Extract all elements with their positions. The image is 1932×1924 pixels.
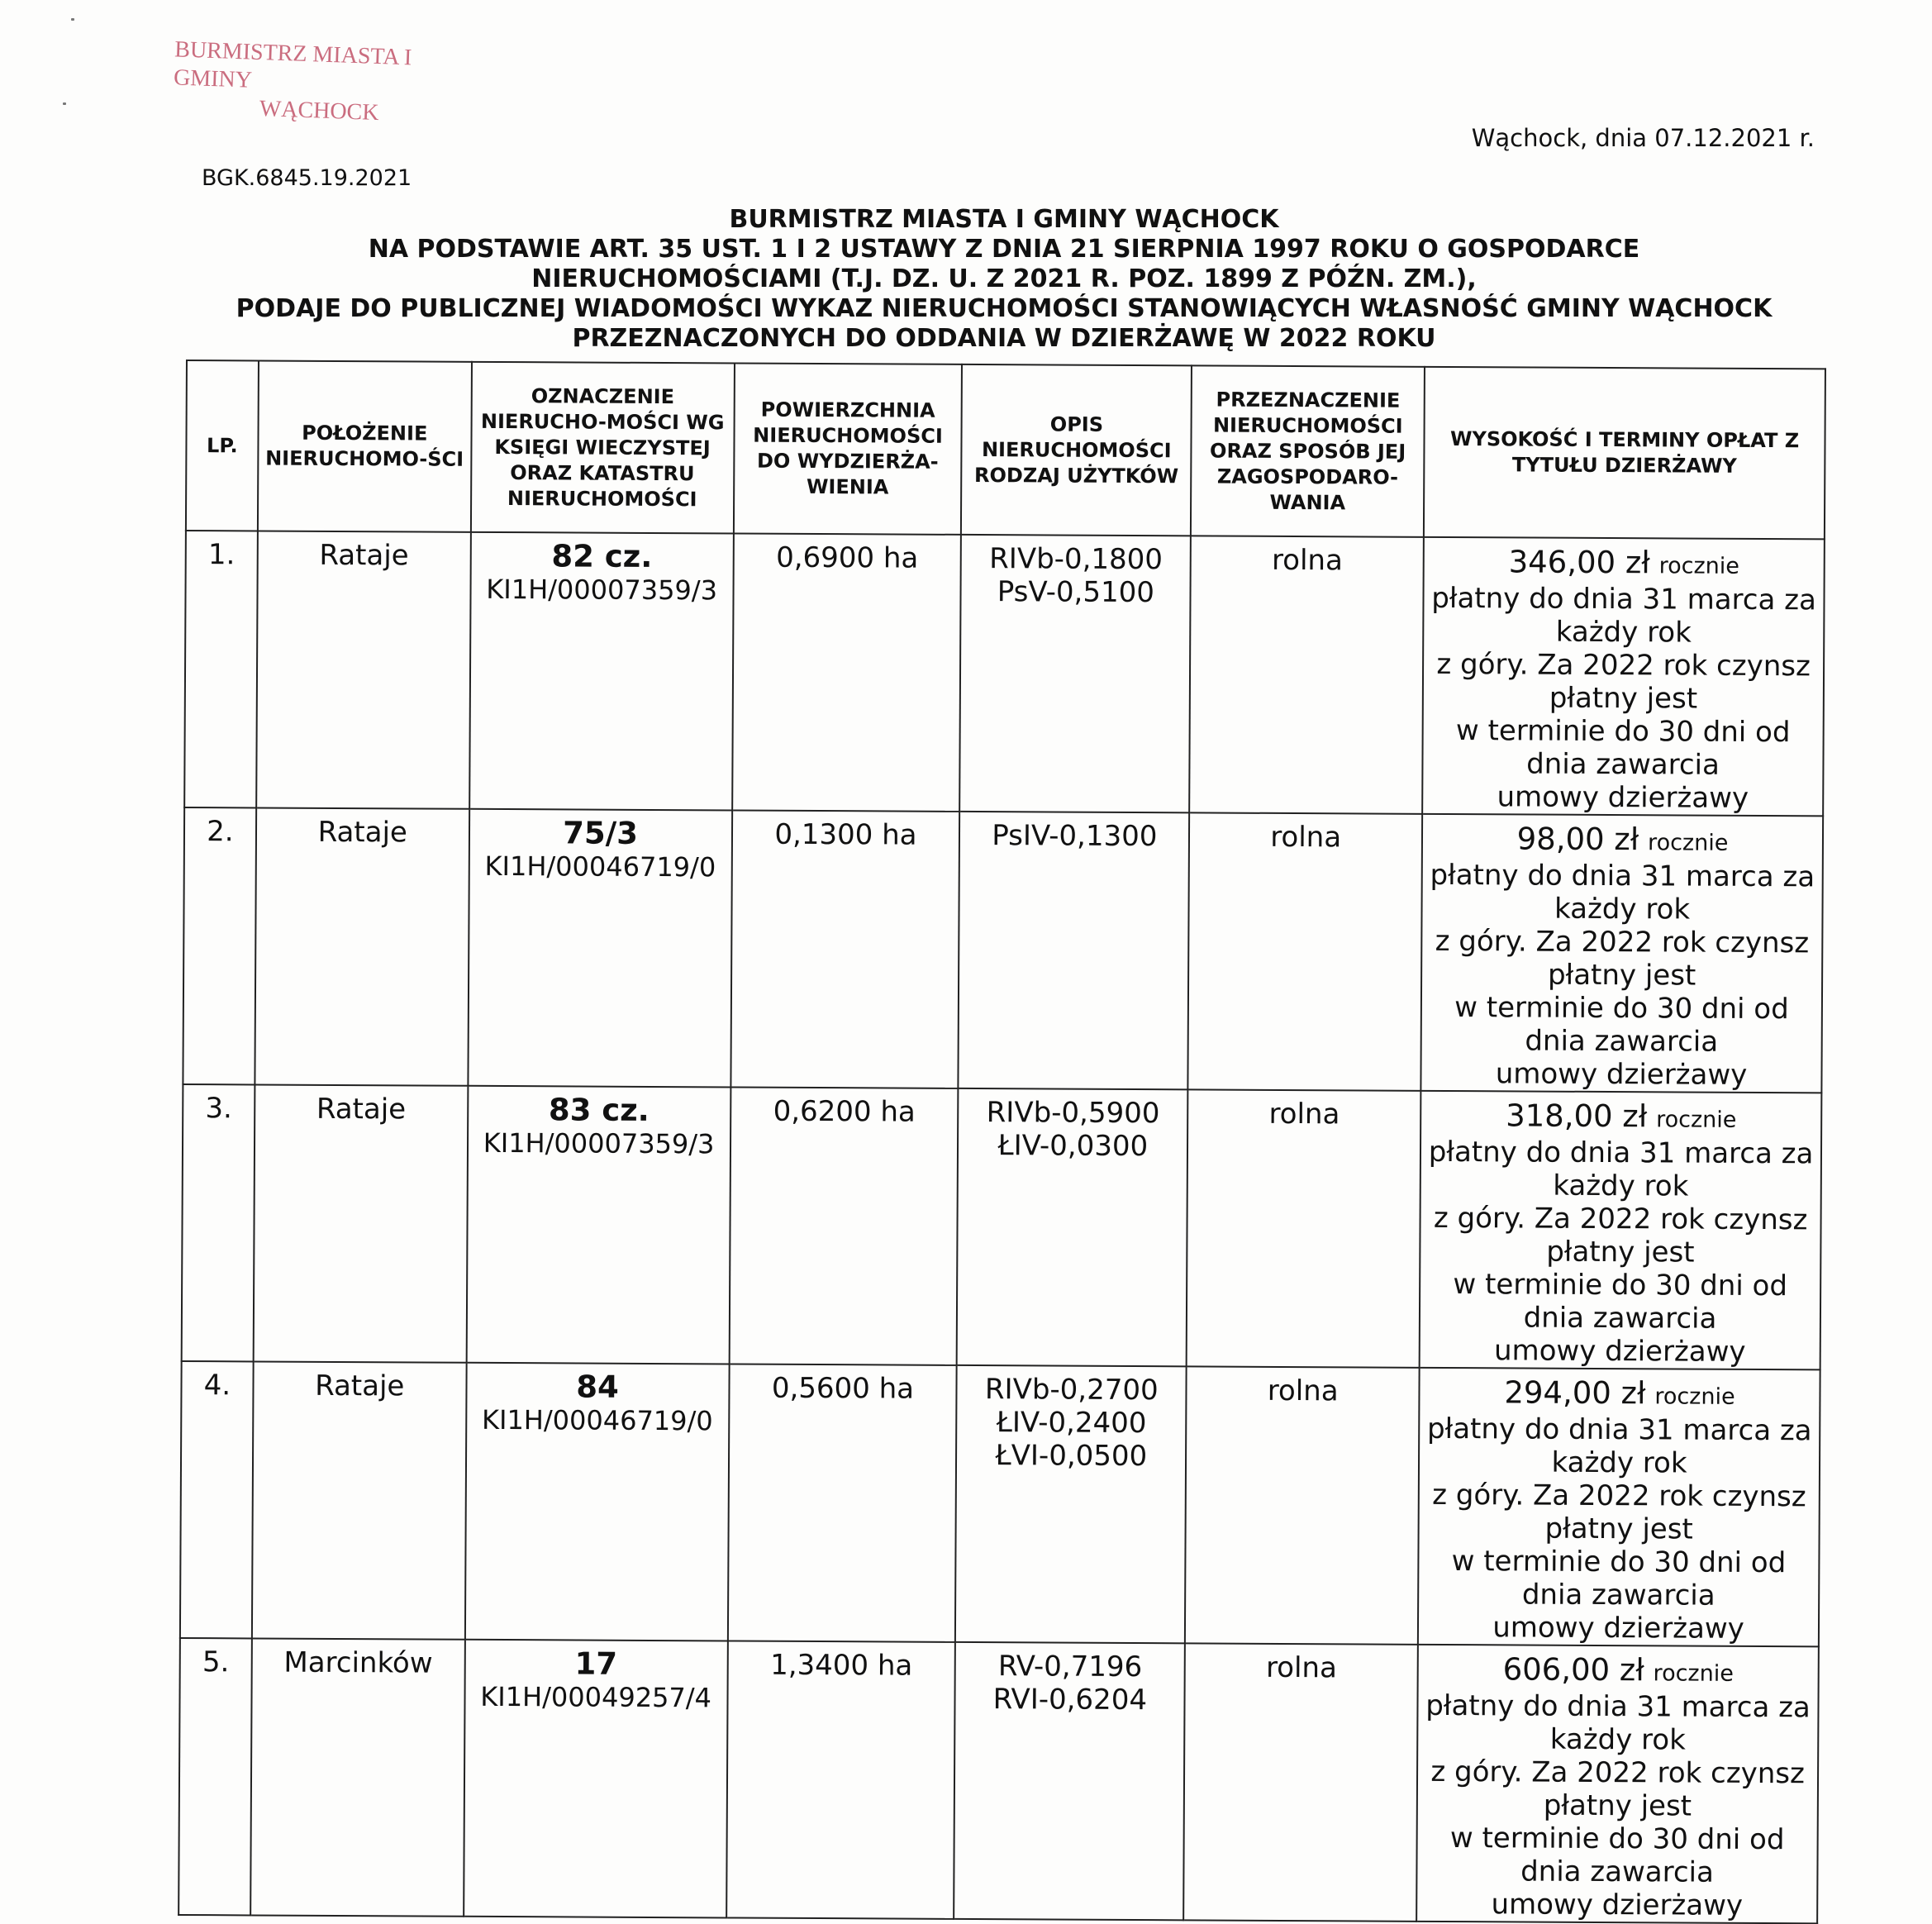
lease-fees: [1418, 1368, 1820, 1647]
stamp-line-2: WĄCHOCK: [259, 96, 380, 126]
parcel-number: 75/3: [563, 815, 639, 851]
payment-terms-line: umowy dzierżawy: [1492, 1611, 1744, 1645]
property-area: 1,3400 ha: [726, 1641, 956, 1918]
land-use-entry: PsV-0,5100: [997, 575, 1155, 610]
property-location: Rataje: [252, 1361, 467, 1639]
header-area: POWIERZCHNIA NIERUCHOMOŚCI DO WYDZIERŻA-WIENIA: [733, 363, 962, 534]
property-designation: [468, 809, 732, 1088]
land-use-description: [957, 1088, 1188, 1366]
land-use-description: [960, 535, 1192, 812]
payment-terms-line: płatny do dnia 31 marca za każdy rok: [1425, 1688, 1811, 1757]
header-purpose: PRZEZNACZENIE NIERUCHOMOŚCI ORAZ SPOSÓB JEJ ZAGOSPODARO-WANIA: [1191, 365, 1425, 536]
payment-terms-line: z góry. Za 2022 rok czynsz płatny jest: [1432, 1478, 1806, 1546]
land-use-entry: ŁIV-0,2400: [996, 1406, 1147, 1441]
land-register-number: KI1H/00049257/4: [480, 1680, 712, 1714]
scan-speck: [63, 102, 66, 105]
property-purpose: rolna: [1185, 1366, 1420, 1644]
rent-amount: 346,00 zł: [1508, 544, 1650, 581]
rent-frequency: rocznie: [1656, 1107, 1737, 1133]
table-row: [178, 1638, 1819, 1923]
land-use-entry: ŁIV-0,0300: [997, 1129, 1149, 1164]
lease-fees: [1420, 1091, 1822, 1370]
parcel-number: 84: [576, 1369, 619, 1405]
heading-line-3: NIERUCHOMOŚCIAMI (T.J. DZ. U. Z 2021 R. POZ. 1899 Z PÓŹN. ZM.),: [531, 264, 1477, 293]
property-designation: [469, 532, 734, 811]
payment-terms-line: płatny do dnia 31 marca za każdy rok: [1426, 1412, 1812, 1480]
land-use-entry: RIVb-0,1800: [989, 542, 1163, 577]
payment-terms-line: w terminie do 30 dni od dnia zawarcia: [1454, 991, 1789, 1059]
property-location: Marcinków: [250, 1638, 465, 1916]
property-designation: [464, 1640, 728, 1918]
property-location: Rataje: [254, 1084, 469, 1362]
parcel-number: 17: [574, 1645, 618, 1682]
rent-frequency: rocznie: [1648, 830, 1729, 856]
payment-terms-line: umowy dzierżawy: [1495, 1057, 1748, 1092]
rent-frequency: rocznie: [1654, 1383, 1735, 1410]
table-body: [178, 531, 1825, 1923]
stamp-line-1: BURMISTRZ MIASTA I GMINY: [173, 36, 412, 93]
land-use-description: [954, 1642, 1186, 1920]
row-number: 2.: [183, 807, 256, 1084]
row-number: 4.: [180, 1361, 254, 1638]
payment-terms-line: płatny do dnia 31 marca za każdy rok: [1430, 858, 1815, 926]
header-lp: LP.: [186, 360, 259, 531]
property-designation: [465, 1363, 730, 1641]
property-area: 0,6900 ha: [732, 533, 962, 811]
lease-fees: [1422, 537, 1825, 817]
rent-amount: 98,00 zł: [1516, 821, 1639, 858]
document-heading: [190, 205, 1818, 354]
property-lease-table: [178, 360, 1826, 1924]
header-designation: OZNACZENIE NIERUCHO-MOŚCI WG KSIĘGI WIECZYSTEJ ORAZ KATASTRU NIERUCHOMOŚCI: [471, 362, 735, 534]
land-use-entry: ŁVI-0,0500: [995, 1439, 1148, 1474]
payment-terms-line: z góry. Za 2022 rok czynsz płatny jest: [1430, 1755, 1805, 1823]
property-area: 0,5600 ha: [727, 1364, 957, 1641]
payment-terms-line: umowy dzierżawy: [1497, 780, 1749, 815]
header-fees: WYSOKOŚĆ I TERMINY OPŁAT Z TYTUŁU DZIERŻAWY: [1424, 367, 1825, 540]
land-use-entry: RV-0,7196: [997, 1650, 1143, 1684]
header-location: POŁOŻENIE NIERUCHOMO-ŚCI: [258, 360, 472, 531]
table-header-row: [186, 360, 1825, 539]
payment-terms-line: w terminie do 30 dni od dnia zawarcia: [1453, 1268, 1788, 1336]
land-use-description: [959, 812, 1190, 1089]
table-row: [184, 531, 1825, 816]
property-designation: [466, 1086, 730, 1364]
payment-terms-line: w terminie do 30 dni od dnia zawarcia: [1451, 1545, 1787, 1612]
heading-line-2: NA PODSTAWIE ART. 35 UST. 1 I 2 USTAWY Z DNIA 21 SIERPNIA 1997 ROKU O GOSPODARCE: [368, 235, 1640, 264]
official-stamp: [172, 36, 488, 131]
lease-fees: [1421, 814, 1824, 1093]
payment-terms-line: z góry. Za 2022 rok czynsz płatny jest: [1433, 1201, 1808, 1269]
property-location: Rataje: [256, 531, 471, 808]
payment-terms-line: z góry. Za 2022 rok czynsz płatny jest: [1435, 924, 1810, 993]
property-purpose: rolna: [1188, 812, 1423, 1090]
rent-frequency: rocznie: [1658, 553, 1739, 579]
payment-terms-line: w terminie do 30 dni od dnia zawarcia: [1455, 714, 1791, 782]
row-number: 5.: [178, 1638, 252, 1915]
heading-line-4: PODAJE DO PUBLICZNEJ WIADOMOŚCI WYKAZ NIERUCHOMOŚCI STANOWIĄCYCH WŁASNOŚĆ GMINY WĄCHOCK: [236, 294, 1773, 323]
property-area: 0,1300 ha: [730, 810, 960, 1088]
row-number: 3.: [182, 1084, 255, 1361]
land-register-number: KI1H/00007359/3: [486, 573, 718, 607]
payment-terms-line: umowy dzierżawy: [1493, 1334, 1746, 1369]
land-register-number: KI1H/00046719/0: [481, 1403, 713, 1437]
land-use-description: [955, 1365, 1187, 1643]
land-use-entry: PsIV-0,1300: [992, 819, 1158, 854]
rent-amount: 294,00 zł: [1504, 1374, 1646, 1412]
property-location: Rataje: [255, 807, 469, 1085]
table-row: [183, 807, 1823, 1093]
document-date: Wąchock, dnia 07.12.2021 r.: [1471, 124, 1815, 152]
table-row: [182, 1084, 1822, 1369]
lease-fees: [1416, 1645, 1819, 1924]
property-purpose: rolna: [1183, 1643, 1418, 1921]
payment-terms-line: płatny do dnia 31 marca za każdy rok: [1431, 581, 1816, 650]
land-use-entry: RIVb-0,5900: [986, 1096, 1160, 1131]
document-reference: BGK.6845.19.2021: [202, 165, 412, 191]
property-purpose: rolna: [1189, 536, 1424, 813]
land-register-number: KI1H/00007359/3: [483, 1126, 715, 1160]
property-purpose: rolna: [1187, 1089, 1421, 1367]
row-number: 1.: [184, 531, 258, 807]
rent-frequency: rocznie: [1653, 1660, 1734, 1687]
header-description: OPIS NIERUCHOMOŚCI RODZAJ UŻYTKÓW: [961, 364, 1192, 536]
land-register-number: KI1H/00046719/0: [484, 850, 716, 883]
payment-terms-line: z góry. Za 2022 rok czynsz płatny jest: [1436, 647, 1811, 716]
heading-line-5: PRZEZNACZONYCH DO ODDANIA W DZIERŻAWĘ W 2022 ROKU: [572, 324, 1436, 353]
payment-terms-line: płatny do dnia 31 marca za każdy rok: [1428, 1135, 1814, 1203]
property-area: 0,6200 ha: [729, 1087, 959, 1364]
heading-line-1: BURMISTRZ MIASTA I GMINY WĄCHOCK: [729, 205, 1279, 234]
payment-terms-line: w terminie do 30 dni od dnia zawarcia: [1449, 1822, 1785, 1889]
parcel-number: 83 cz.: [548, 1092, 650, 1128]
land-use-entry: RVI-0,6204: [992, 1683, 1148, 1717]
parcel-number: 82 cz.: [551, 538, 653, 574]
rent-amount: 606,00 zł: [1502, 1651, 1644, 1688]
scan-speck: [71, 18, 74, 21]
payment-terms-line: umowy dzierżawy: [1491, 1888, 1744, 1922]
land-use-entry: RIVb-0,2700: [984, 1373, 1159, 1407]
rent-amount: 318,00 zł: [1506, 1098, 1648, 1135]
table-row: [180, 1361, 1820, 1646]
